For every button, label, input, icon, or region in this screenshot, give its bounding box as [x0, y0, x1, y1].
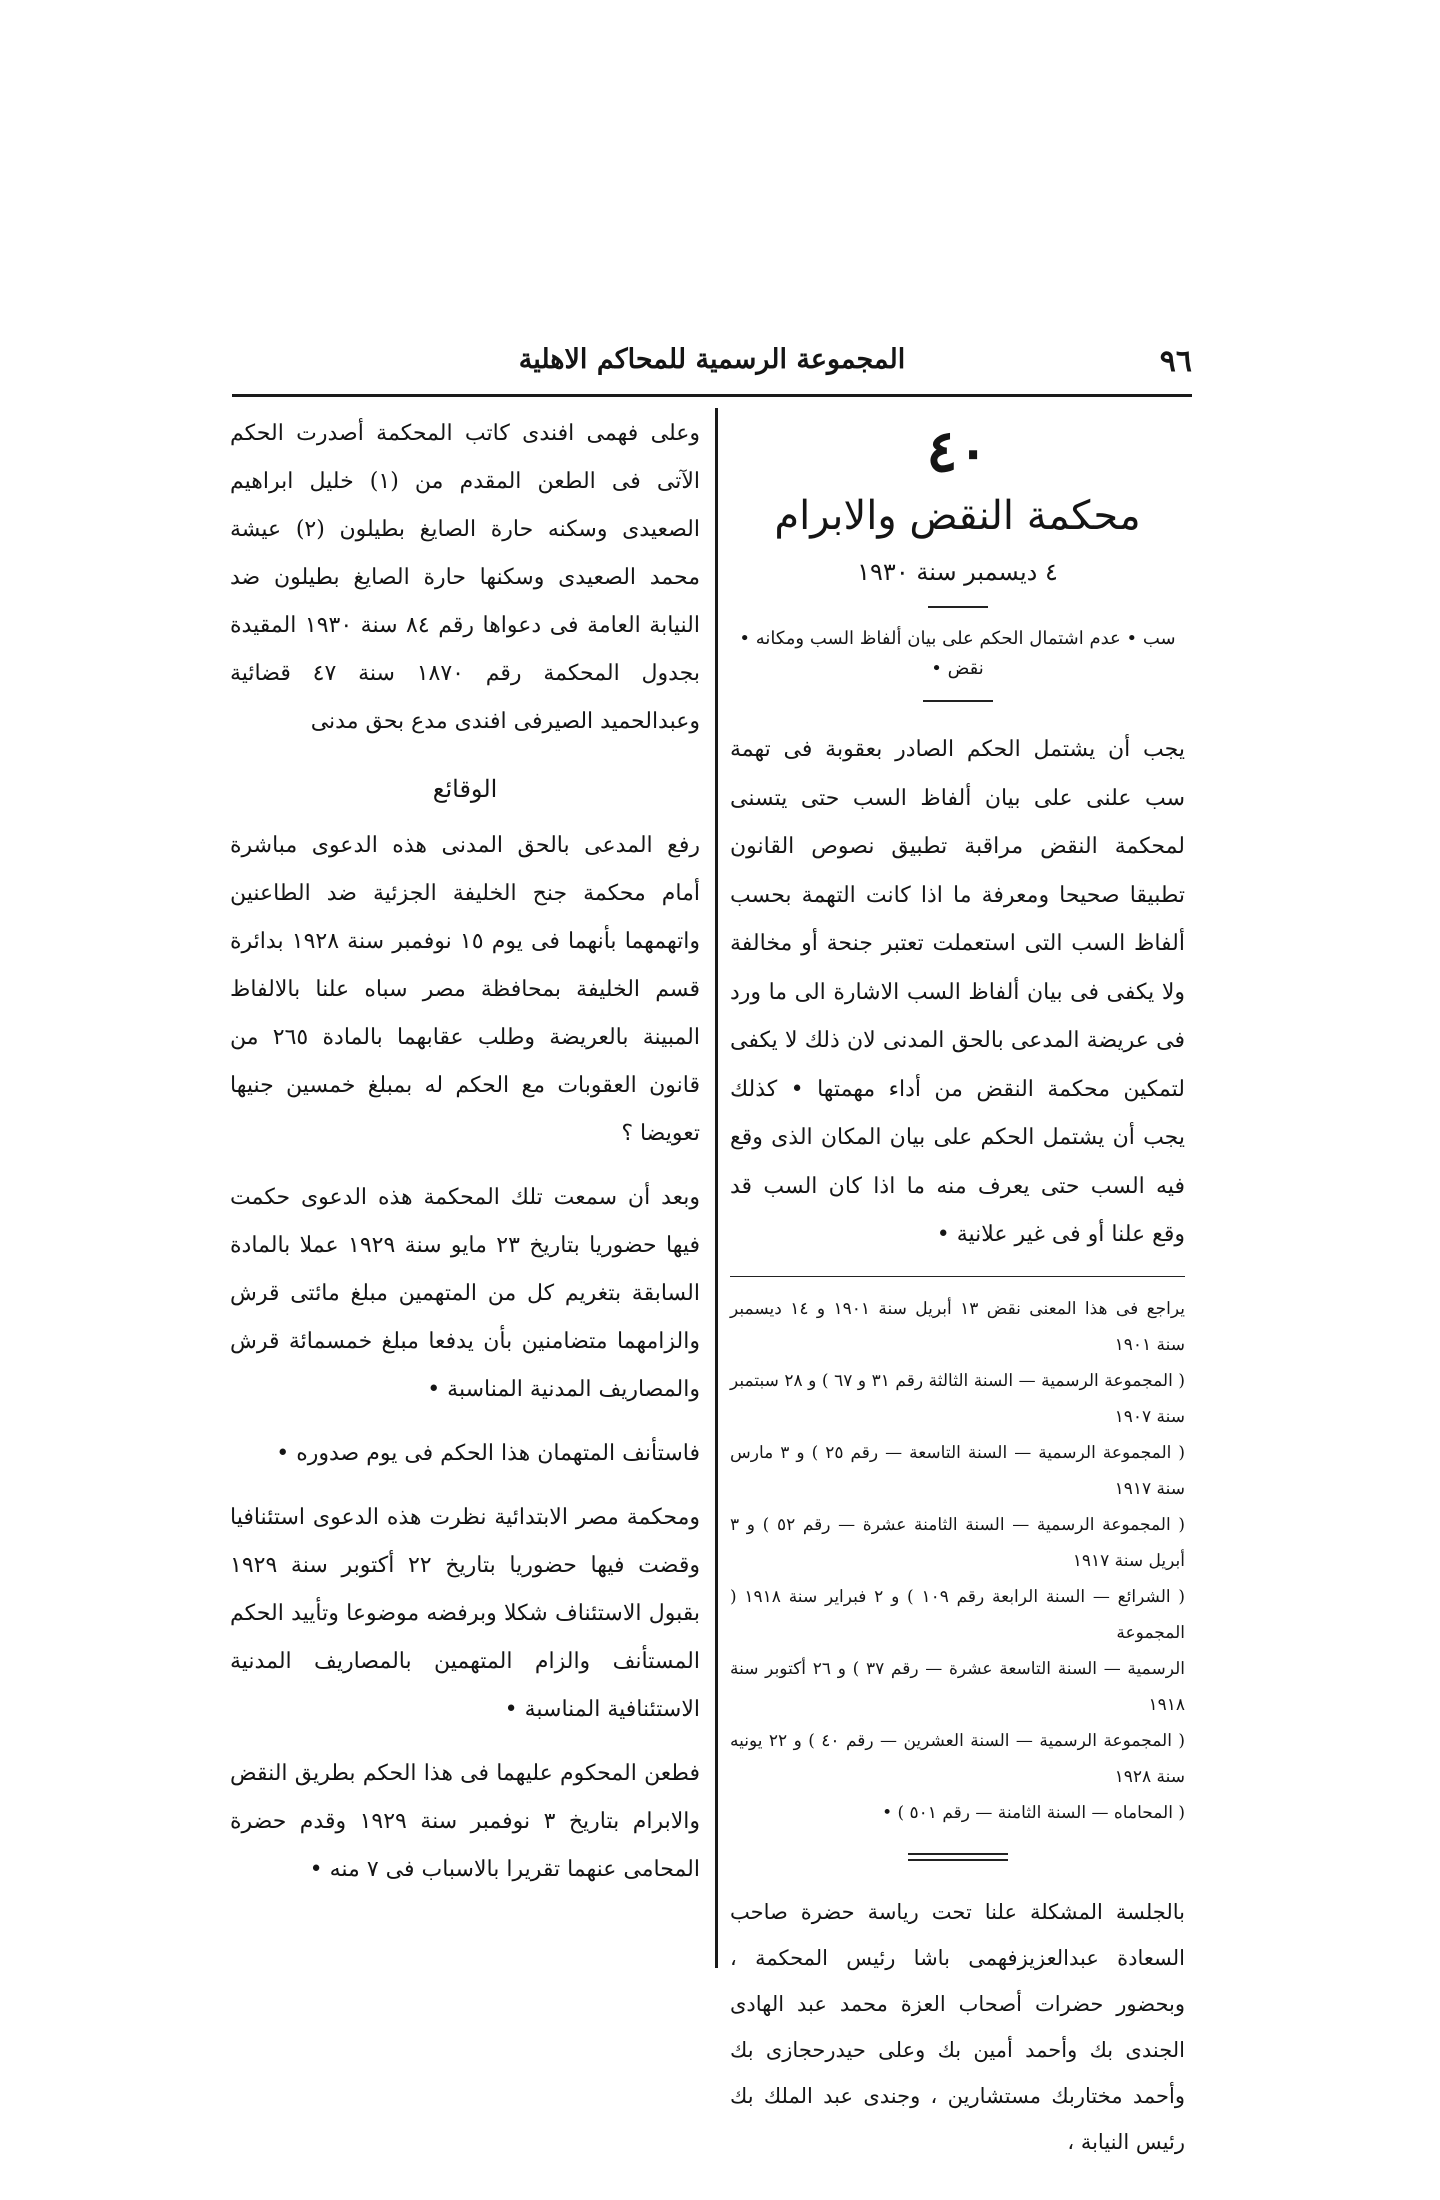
- double-rule: [908, 1853, 1008, 1861]
- separator-rule: [923, 700, 993, 702]
- facts-paragraph: رفع المدعى بالحق المدنى هذه الدعوى مباشرة أمام محكمة جنح الخليفة الجزئية ضد الطاعنين واتهمهما بأنهما فى يوم ١٥ نوفمبر سنة ١٩٢٨ بدائرة قسم الخليفة بمحافظة مصر سباه علنا بالالفاظ المبينة بالعريضة وطلب عقابهما بالمادة ٢٦٥ من قانون العقوبات مع الحكم له بمبلغ خمسين جنيها تعويضا ؟: [230, 833, 700, 1146]
- reference-line: يراجع فى هذا المعنى نقض ١٣ أبريل سنة ١٩٠١ و ١٤ ديسمبر سنة ١٩٠١: [730, 1298, 1185, 1355]
- facts-paragraph: فطعن المحكوم عليهما فى هذا الحكم بطريق النقض والابرام بتاريخ ٣ نوفمبر سنة ١٩٢٩ وقدم حضرة المحامى عنهما تقريرا بالاسباب فى ٧ منه •: [230, 1761, 700, 1882]
- reference-line: ( المجموعة الرسمية — السنة العشرين — رقم ٤٠ ) و ٢٢ يونيه سنة ١٩٢٨: [730, 1730, 1185, 1787]
- separator-rule: [928, 606, 988, 608]
- reference-line: ( المحاماه — السنة الثامنة — رقم ٥٠١ ) •: [882, 1802, 1185, 1823]
- page-header: [232, 340, 1192, 390]
- reference-line: ( الشرائع — السنة الرابعة رقم ١٠٩ ) و ٢ فبراير سنة ١٩١٨ ( المجموعة: [730, 1586, 1185, 1643]
- facts-paragraph: ومحكمة مصر الابتدائية نظرت هذه الدعوى استئنافيا وقضت فيها حضوريا بتاريخ ٢٢ أكتوبر سنة ١٩٢٩ بقبول الاستئناف شكلا وبرفضه موضوعا وتأييد الحكم المستأنف والزام المتهمين بالمصاريف المدنية الاستئنافية المناسبة •: [230, 1505, 701, 1722]
- court-name: محكمة النقض والابرام: [774, 493, 1141, 539]
- running-title: المجموعة الرسمية للمحاكم الاهلية: [518, 344, 906, 375]
- references: [730, 1291, 1185, 1831]
- facts-paragraph: وبعد أن سمعت تلك المحكمة هذه الدعوى حكمت فيها حضوريا بتاريخ ٢٣ مايو سنة ١٩٢٩ عملا بالمادة السابقة بتغريم كل من المتهمين مبلغ مائتى قرش والزامهما متضامنين بأن يدفعا مبلغ خمسمائة قرش والمصاريف المدنية المناسبة •: [230, 1185, 700, 1402]
- right-column: [730, 410, 1185, 2165]
- legal-holding: يجب أن يشتمل الحكم الصادر بعقوبة فى تهمة سب علنى على بيان ألفاظ السب حتى يتسنى لمحكمة النقض مراقبة تطبيق نصوص القانون تطبيقا صحيحا ومعرفة ما اذا كانت التهمة بحسب ألفاظ السب التى استعملت تعتبر جنحة أو مخالفة ولا يكفى فى بيان ألفاظ السب الاشارة الى ما ورد فى عريضة المدعى بالحق المدنى لان ذلك لا يكفى لتمكين محكمة النقض من أداء مهمتها • كذلك يجب أن يشتمل الحكم على بيان المكان الذى وقع فيه السب حتى يعرف منه ما اذا كان السب قد وقع علنا أو فى غير علانية •: [730, 737, 1185, 1247]
- reference-line: الرسمية — السنة التاسعة عشرة — رقم ٣٧ ) و ٢٦ أكتوبر سنة ١٩١٨: [730, 1658, 1186, 1715]
- header-rule: [232, 394, 1192, 397]
- references-rule: [730, 1276, 1185, 1277]
- judgment-date: ٤ ديسمبر سنة ١٩٣٠: [857, 558, 1058, 586]
- reference-line: ( المجموعة الرسمية — السنة التاسعة — رقم ٢٥ ) و ٣ مارس سنة ١٩١٧: [730, 1442, 1185, 1499]
- judgment-intro: وعلى فهمى افندى كاتب المحكمة أصدرت الحكم الآتى فى الطعن المقدم من (١) خليل ابراهيم الصعيدى وسكنه حارة الصايغ بطيلون (٢) عيشة محمد الصعيدى وسكنها حارة الصايغ بطيلون ضد النيابة العامة فى دعواها رقم ٨٤ سنة ١٩٣٠ المقيدة بجدول المحكمة رقم ١٨٧٠ سنة ٤٧ قضائية وعبدالحميد الصيرفى افندى مدع بحق مدنى: [230, 421, 700, 734]
- facts-heading: الوقائع: [432, 775, 498, 803]
- keywords: سب • عدم اشتمال الحكم على بيان ألفاظ السب ومكانه • نقض •: [739, 628, 1176, 679]
- left-column: [230, 410, 700, 1910]
- facts-paragraph: فاستأنف المتهمان هذا الحكم فى يوم صدوره •: [276, 1441, 700, 1466]
- column-divider: [715, 408, 718, 1968]
- case-number: ٤٠: [926, 417, 989, 485]
- reference-line: ( المجموعة الرسمية — السنة الثالثة رقم ٣١ و ٦٧ ) و ٢٨ سبتمبر سنة ١٩٠٧: [730, 1370, 1185, 1427]
- page-number: ٩٦: [1159, 344, 1192, 379]
- reference-line: ( المجموعة الرسمية — السنة الثامنة عشرة — رقم ٥٢ ) و ٣ أبريل سنة ١٩١٧: [730, 1514, 1185, 1571]
- session-composition: بالجلسة المشكلة علنا تحت رياسة حضرة صاحب السعادة عبدالعزيزفهمى باشا رئيس المحكمة ، وبحضور حضرات أصحاب العزة محمد عبد الهادى الجندى بك وأحمد أمين بك وعلى حيدرحجازى بك وأحمد مختاربك مستشارين ، وجندى عبد الملك بك رئيس النيابة ،: [730, 1899, 1185, 2154]
